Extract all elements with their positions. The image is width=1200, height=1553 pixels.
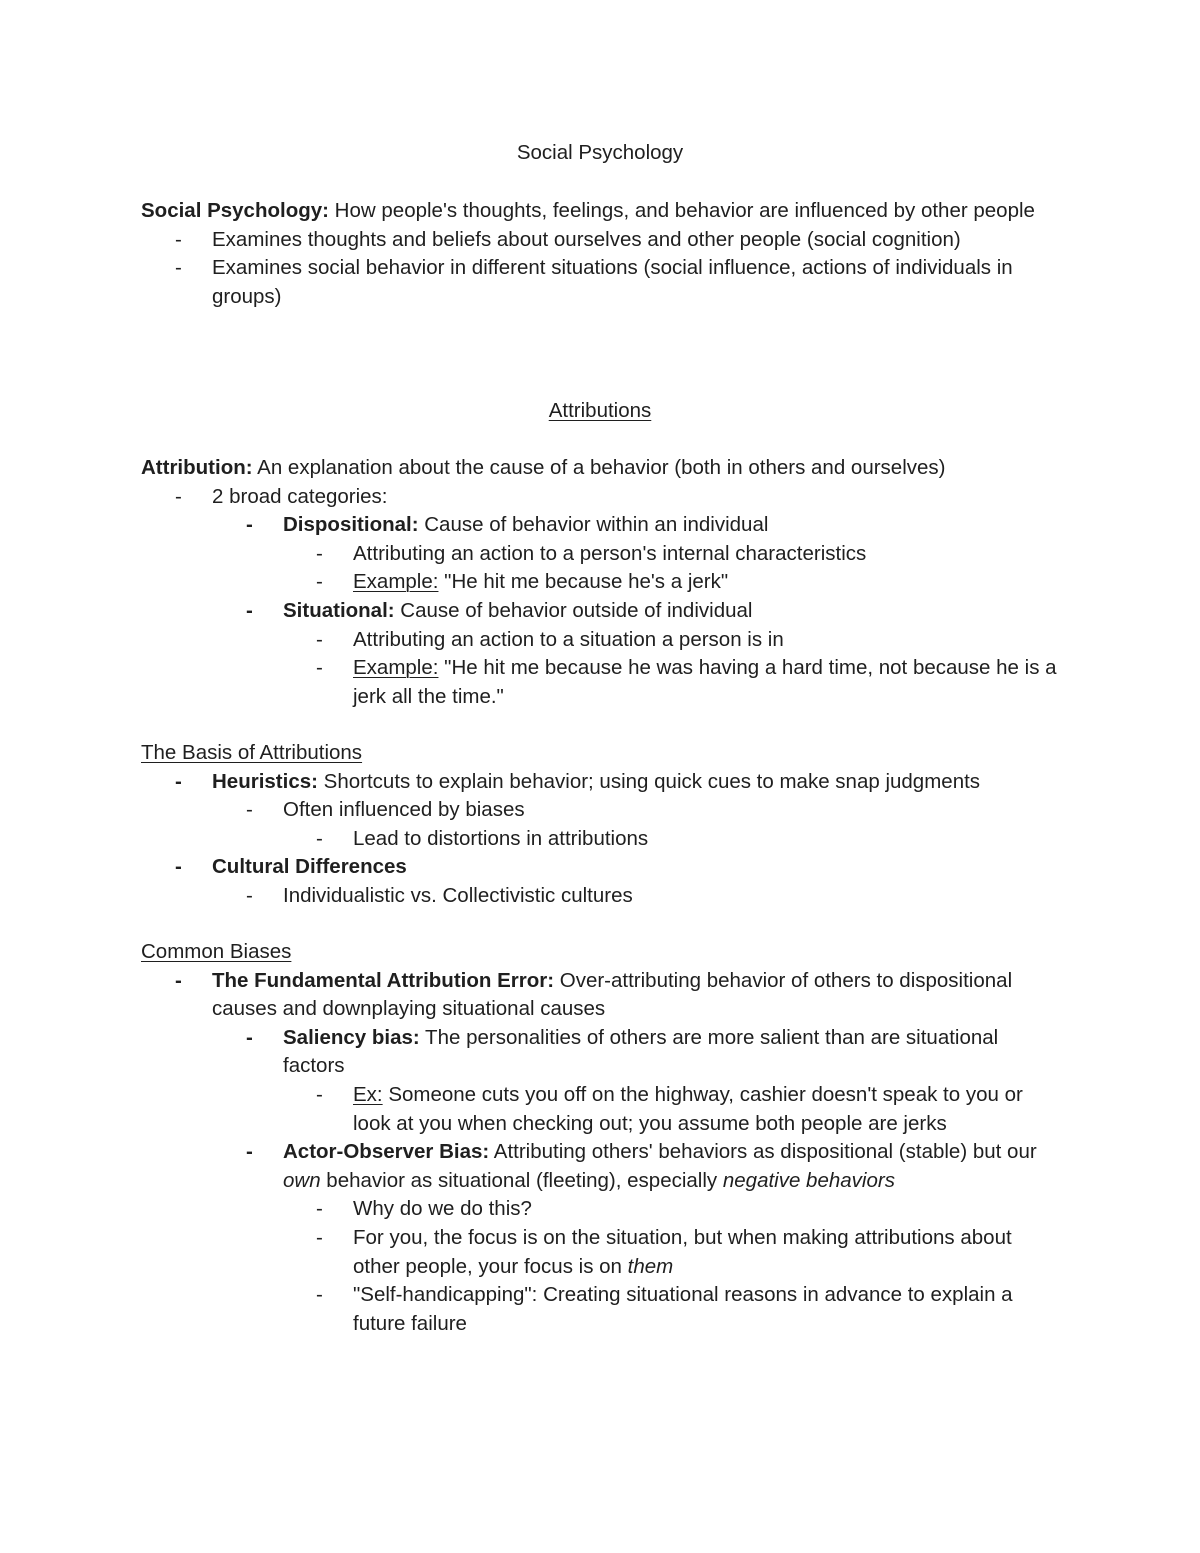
dash-bullet: - bbox=[316, 570, 323, 594]
dash-bullet: - bbox=[175, 484, 182, 508]
list-item: - Ex: Someone cuts you off on the highway, cashier doesn't speak to you or look at you when checking out; you assume both people are jerks bbox=[316, 1082, 1023, 1135]
list-item: - Often influenced by biases bbox=[141, 796, 1061, 825]
dash-bullet: - bbox=[246, 1140, 253, 1164]
dash-bullet: - bbox=[316, 1283, 323, 1307]
dash-bullet: - bbox=[316, 826, 323, 850]
attribution-term: Attribution: bbox=[141, 456, 253, 479]
list-item bbox=[141, 254, 1061, 311]
biases-heading: Common Biases bbox=[141, 940, 292, 963]
dash-bullet: - bbox=[175, 769, 182, 793]
list-item: - The Fundamental Attribution Error: Over-attributing behavior of others to dispositional causes and downplaying situational causes bbox=[175, 968, 1013, 1021]
list-item: - For you, the focus is on the situation, but when making attributions about other people, your focus is on them bbox=[316, 1225, 1012, 1278]
attributions-heading: Attributions bbox=[548, 399, 652, 422]
biases-section bbox=[141, 938, 1061, 1338]
list-item: - Why do we do this? bbox=[141, 1195, 1061, 1224]
dash-bullet: - bbox=[246, 598, 253, 622]
intro-term: Social Psychology: bbox=[141, 199, 329, 222]
list-item: - Attributing an action to a person's internal characteristics bbox=[141, 540, 1061, 569]
list-item: - Example: "He hit me because he was having a hard time, not because he is a jerk all the time." bbox=[316, 656, 1057, 708]
intro-point: Examines thoughts and beliefs about ourselves and other people (social cognition) bbox=[212, 227, 961, 251]
list-item: - Lead to distortions in attributions bbox=[141, 825, 1061, 854]
list-item: - Situational: Cause of behavior outside of individual bbox=[141, 597, 1061, 626]
dash-bullet: - bbox=[246, 883, 253, 907]
intro-section bbox=[141, 197, 1061, 311]
list-item: - Individualistic vs. Collectivistic cultures bbox=[141, 882, 1061, 911]
list-item: - Dispositional: Cause of behavior within an individual bbox=[141, 511, 1061, 540]
list-item bbox=[141, 226, 1061, 255]
intro-definition bbox=[141, 197, 1061, 226]
attribution-def: An explanation about the cause of a behavior (both in others and ourselves) bbox=[252, 456, 946, 479]
dash-bullet: - bbox=[175, 968, 182, 992]
dash-bullet: - bbox=[175, 256, 182, 280]
attribution-definition bbox=[141, 454, 1061, 483]
dash-bullet: - bbox=[316, 627, 323, 651]
dash-bullet: - bbox=[246, 513, 253, 537]
list-item: - Attributing an action to a situation a person is in bbox=[141, 626, 1061, 655]
list-item: - Saliency bias: The personalities of others are more salient than are situational factors bbox=[246, 1025, 999, 1078]
document-title: Social Psychology bbox=[516, 141, 684, 164]
dash-bullet: - bbox=[175, 855, 182, 879]
dash-bullet: - bbox=[175, 227, 182, 251]
list-item: - Heuristics: Shortcuts to explain behavior; using quick cues to make snap judgments bbox=[141, 768, 1061, 797]
attributions-section bbox=[141, 454, 1061, 711]
intro-point: Examines social behavior in different situations (social influence, actions of individuals in groups) bbox=[212, 256, 1013, 308]
basis-section bbox=[141, 739, 1061, 911]
intro-def: How people's thoughts, feelings, and behavior are influenced by other people bbox=[328, 199, 1035, 222]
dash-bullet: - bbox=[316, 1197, 323, 1221]
list-item: - Actor-Observer Bias: Attributing others' behaviors as dispositional (stable) but our own behavior as situational (fleeting), especially negative behaviors bbox=[246, 1140, 1037, 1192]
dash-bullet: - bbox=[316, 1225, 323, 1249]
list-item: - "Self-handicapping": Creating situational reasons in advance to explain a future failure bbox=[316, 1283, 1013, 1335]
dash-bullet: - bbox=[316, 541, 323, 565]
basis-heading: The Basis of Attributions bbox=[141, 741, 363, 764]
dash-bullet: - bbox=[316, 1082, 323, 1106]
dash-bullet: - bbox=[316, 656, 323, 680]
list-item: - Cultural Differences bbox=[141, 853, 1061, 882]
dash-bullet: - bbox=[246, 1025, 253, 1049]
dash-bullet: - bbox=[246, 798, 253, 822]
list-item: - 2 broad categories: bbox=[141, 483, 1061, 512]
list-item: - Example: "He hit me because he's a jerk" bbox=[141, 568, 1061, 597]
